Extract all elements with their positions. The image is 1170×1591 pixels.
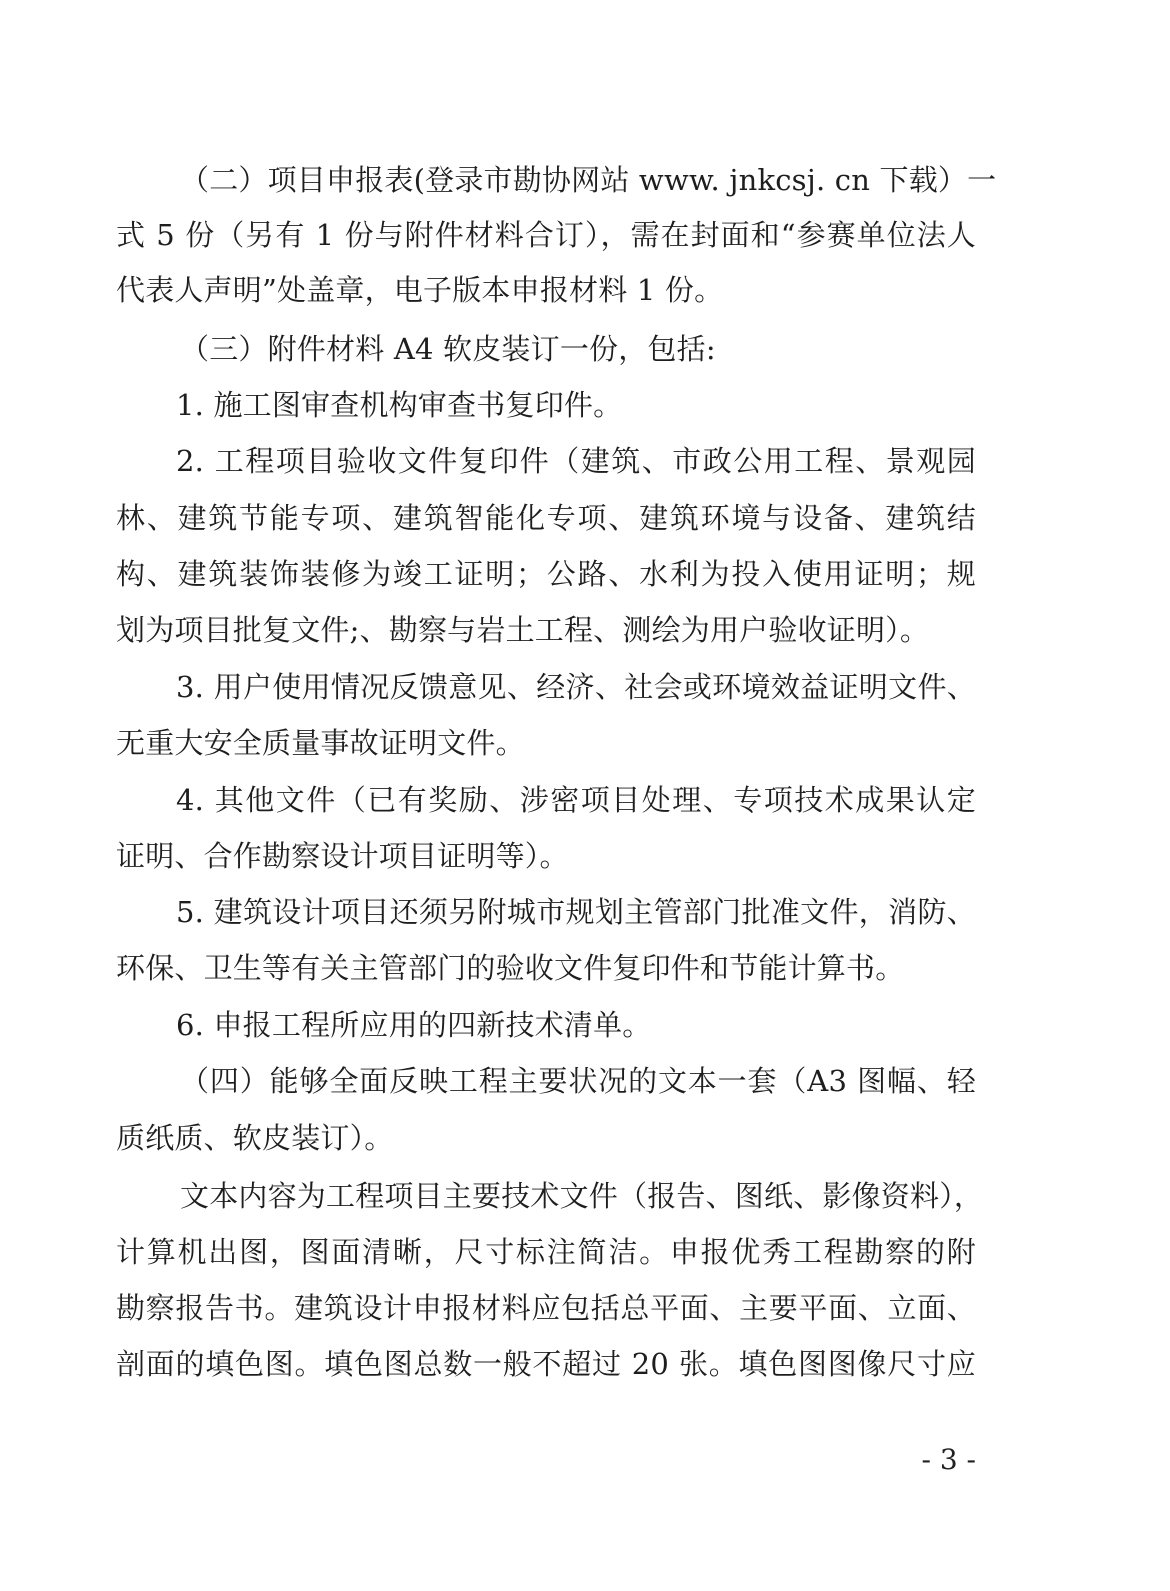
item-2-line-2: 林、建筑节能专项、建筑智能化专项、建筑环境与设备、建筑结	[116, 501, 976, 535]
paragraph-3-heading: （三）附件材料 A4 软皮装订一份，包括:	[180, 332, 716, 366]
item-6: 6. 申报工程所应用的四新技术清单。	[176, 1008, 652, 1042]
item-2-line-3: 构、建筑装饰装修为竣工证明；公路、水利为投入使用证明；规	[116, 557, 976, 591]
page-number: - 3 -	[921, 1443, 976, 1476]
paragraph-4-line-1: （四）能够全面反映工程主要状况的文本一套（A3 图幅、轻	[180, 1064, 976, 1098]
paragraph-2-line-3: 代表人声明”处盖章，电子版本申报材料 1 份。	[116, 273, 724, 307]
paragraph-5-line-3: 勘察报告书。建筑设计申报材料应包括总平面、主要平面、立面、	[116, 1291, 976, 1325]
item-3-line-2: 无重大安全质量事故证明文件。	[116, 726, 525, 760]
item-5-line-2: 环保、卫生等有关主管部门的验收文件复印件和节能计算书。	[116, 951, 905, 985]
item-1: 1. 施工图审查机构审查书复印件。	[176, 388, 623, 422]
item-2-line-1: 2. 工程项目验收文件复印件（建筑、市政公用工程、景观园	[176, 444, 976, 478]
paragraph-5-line-2: 计算机出图，图面清晰，尺寸标注简洁。申报优秀工程勘察的附	[116, 1235, 976, 1269]
item-4-line-2: 证明、合作勘察设计项目证明等）。	[116, 839, 569, 873]
item-4-line-1: 4. 其他文件（已有奖励、涉密项目处理、专项技术成果认定	[176, 783, 976, 817]
paragraph-2-line-2: 式 5 份（另有 1 份与附件材料合订），需在封面和“参赛单位法人	[116, 218, 976, 252]
paragraph-5-line-4: 剖面的填色图。填色图总数一般不超过 20 张。填色图图像尺寸应	[116, 1347, 976, 1381]
item-2-line-4: 划为项目批复文件;、勘察与岩土工程、测绘为用户验收证明）。	[116, 613, 930, 647]
item-5-line-1: 5. 建筑设计项目还须另附城市规划主管部门批准文件，消防、	[176, 895, 976, 929]
paragraph-5-line-1: 文本内容为工程项目主要技术文件（报告、图纸、影像资料），	[180, 1179, 984, 1213]
paragraph-2-line-1: （二）项目申报表(登录市勘协网站 www. jnkcsj. cn 下载）一	[180, 163, 997, 197]
item-3-line-1: 3. 用户使用情况反馈意见、经济、社会或环境效益证明文件、	[176, 670, 976, 704]
paragraph-4-line-2: 质纸质、软皮装订）。	[116, 1121, 394, 1155]
